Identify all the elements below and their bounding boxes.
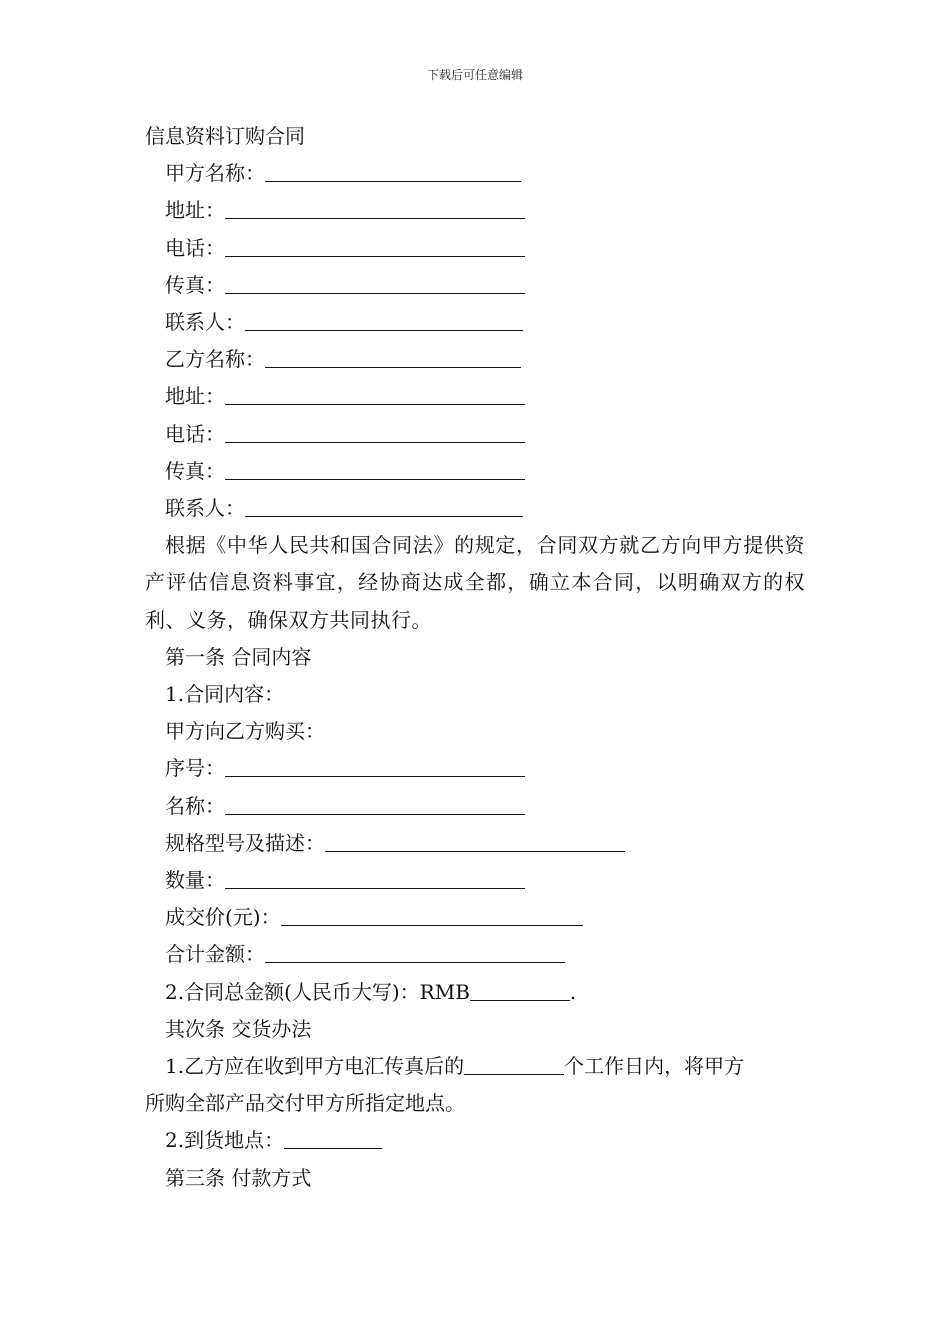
total-amount-blank[interactable] <box>470 978 570 1001</box>
delivery-days-continuation: 所购全部产品交付甲方所指定地点。 <box>145 1091 465 1116</box>
party-a-address-line <box>145 192 805 229</box>
price-blank[interactable] <box>281 903 583 926</box>
party-b-address-line <box>145 378 805 415</box>
item-name-blank[interactable] <box>225 792 525 815</box>
party-a-fax-line <box>145 267 805 304</box>
party-a-fax-blank[interactable] <box>225 271 525 294</box>
serial-label: 序号： <box>165 756 225 781</box>
total-amount-line <box>145 974 805 1011</box>
delivery-days-prefix: 1.乙方应在收到甲方电汇传真后的 <box>165 1054 465 1079</box>
delivery-location-line <box>145 1122 805 1159</box>
contract-title: 信息资料订购合同 <box>145 124 305 148</box>
party-a-name-line <box>145 155 805 192</box>
party-b-address-label: 地址： <box>165 384 225 409</box>
total-amount-suffix: . <box>569 979 577 1004</box>
party-b-phone-label: 电话： <box>165 421 225 446</box>
total-label: 合计金额： <box>165 942 265 967</box>
party-b-fax-label: 传真： <box>165 458 225 483</box>
contract-body <box>145 118 805 1197</box>
party-a-fax-label: 传真： <box>165 272 225 297</box>
item-name-line <box>145 788 805 825</box>
delivery-location-blank[interactable] <box>284 1126 382 1149</box>
delivery-location-label: 2.到货地点： <box>165 1128 285 1153</box>
party-a-phone-blank[interactable] <box>225 234 525 257</box>
party-b-fax-blank[interactable] <box>225 457 525 480</box>
party-b-fax-line <box>145 453 805 490</box>
delivery-days-suffix: 个工作日内，将甲方 <box>564 1054 745 1079</box>
spec-line <box>145 825 805 862</box>
party-b-contact-label: 联系人： <box>165 496 245 521</box>
article-1-intro: 甲方向乙方购买： <box>165 719 325 744</box>
party-a-name-blank[interactable] <box>265 159 521 182</box>
item-name-label: 名称： <box>165 793 225 818</box>
article-1-heading: 第一条 合同内容 <box>165 644 312 669</box>
spec-label: 规格型号及描述： <box>165 830 325 855</box>
party-a-contact-blank[interactable] <box>245 308 523 331</box>
party-b-contact-blank[interactable] <box>245 494 523 517</box>
article-2-heading: 其次条 交货办法 <box>165 1016 312 1041</box>
article-1-item-1: 1.合同内容： <box>165 682 285 707</box>
party-a-phone-line <box>145 230 805 267</box>
delivery-days-blank[interactable] <box>464 1052 564 1075</box>
party-b-phone-line <box>145 416 805 453</box>
quantity-label: 数量： <box>165 868 225 893</box>
total-line <box>145 936 805 973</box>
party-b-address-blank[interactable] <box>225 382 525 405</box>
party-b-name-label: 乙方名称： <box>165 347 265 372</box>
total-blank[interactable] <box>265 940 565 963</box>
header-note: 下载后可任意编辑 <box>426 68 523 82</box>
spec-blank[interactable] <box>325 829 625 852</box>
party-a-contact-label: 联系人： <box>165 310 245 335</box>
delivery-days-line <box>145 1048 805 1085</box>
party-a-phone-label: 电话： <box>165 235 225 260</box>
party-b-name-line <box>145 341 805 378</box>
quantity-line <box>145 862 805 899</box>
party-b-phone-blank[interactable] <box>225 420 525 443</box>
party-b-name-blank[interactable] <box>265 345 521 368</box>
price-line <box>145 899 805 936</box>
price-label: 成交价(元)： <box>165 905 281 930</box>
party-a-contact-line <box>145 304 805 341</box>
quantity-blank[interactable] <box>225 866 525 889</box>
party-a-address-blank[interactable] <box>225 196 525 219</box>
party-a-name-label: 甲方名称： <box>165 161 265 186</box>
preamble-paragraph: 根据《中华人民共和国合同法》的规定，合同双方就乙方向甲方提供资产评估信息资料事宜，经协商达成全都，确立本合同，以明确双方的权利、义务，确保双方共同执行。 <box>145 533 805 632</box>
party-b-contact-line <box>145 490 805 527</box>
article-3-heading: 第三条 付款方式 <box>165 1165 312 1190</box>
total-amount-label: 2.合同总金额(人民币大写)：RMB <box>165 979 470 1004</box>
party-a-address-label: 地址： <box>165 198 225 223</box>
serial-blank[interactable] <box>225 754 525 777</box>
serial-line <box>145 750 805 787</box>
